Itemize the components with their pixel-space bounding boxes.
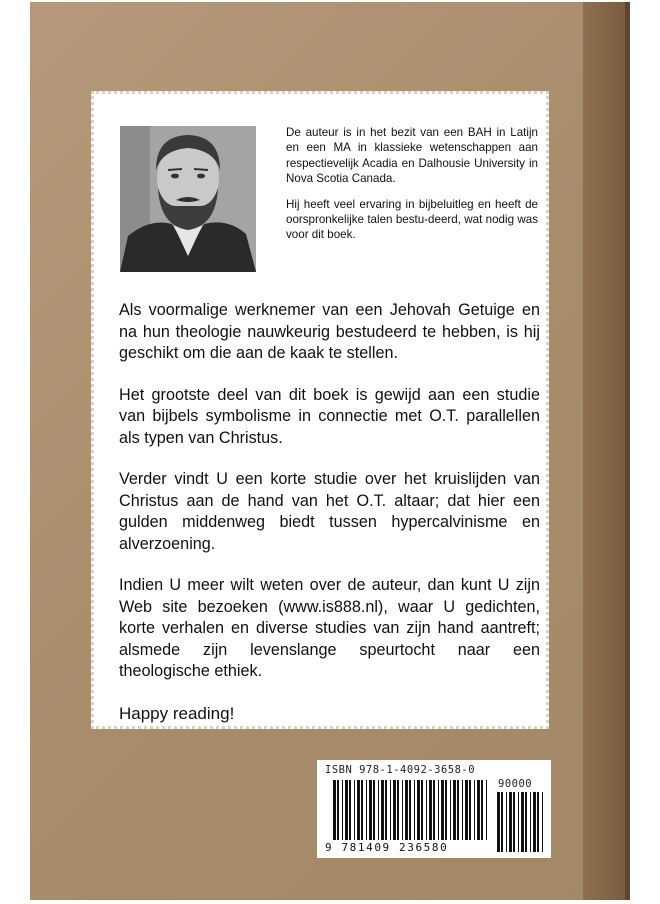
barcode-bar <box>373 780 375 840</box>
barcode-bar <box>477 780 480 840</box>
barcode-bar <box>417 780 420 840</box>
barcode-bar <box>518 792 519 852</box>
barcode-bar <box>402 780 403 840</box>
barcode-bar <box>369 780 372 840</box>
author-bio-paragraph: Hij heeft veel ervaring in bijbeluitleg en heeft de oorspronkelijke talen bestu-deerd, wat nodig was voor dit boek. <box>286 197 538 242</box>
author-photo <box>120 126 256 272</box>
barcode-bar <box>342 780 343 840</box>
book-description <box>119 300 540 744</box>
barcode-bar <box>521 792 524 852</box>
barcode-bar <box>513 792 515 852</box>
barcode-bar <box>433 780 435 840</box>
barcode-bar <box>530 792 531 852</box>
description-paragraph: Verder vindt U een korte studie over het kruislijden van Christus aan de hand van het O.T. altaar; dat hier een gulden middenweg biedt tussen hypercalvinisme en alverzoening. <box>119 470 540 553</box>
barcode-bar <box>465 780 468 840</box>
barcode-bar <box>429 780 432 840</box>
barcode-bar <box>390 780 391 840</box>
ean-digits: 9 781409 236580 <box>325 841 449 854</box>
isbn-label: ISBN 978-1-4092-3658-0 <box>325 764 476 776</box>
barcode-bar <box>349 780 351 840</box>
barcode-bar <box>405 780 408 840</box>
barcode-bar <box>537 792 539 852</box>
barcode-bar <box>357 780 360 840</box>
barcode-bar <box>533 792 536 852</box>
barcode-bar <box>378 780 379 840</box>
barcode-bar <box>333 780 336 840</box>
author-bio <box>286 125 538 253</box>
barcode-bar <box>421 780 423 840</box>
barcode-bar <box>409 780 411 840</box>
barcode-bar <box>462 780 463 840</box>
barcode-bar <box>361 780 363 840</box>
barcode-bar <box>366 780 367 840</box>
barcode-bar <box>426 780 427 840</box>
barcode-bar <box>506 792 507 852</box>
description-paragraph: Indien U meer wilt weten over de auteur, dan kunt U zijn Web site bezoeken (www.is888.nl), waar U gedichten, korte verhalen en diverse studies van zijn hand aantreft; alsmede zijn levenslange speurtocht naar een theologische ethiek. <box>119 576 540 680</box>
barcode-bar <box>354 780 355 840</box>
barcode-bar <box>457 780 459 840</box>
barcode-bar <box>481 780 483 840</box>
author-bio-paragraph: De auteur is in het bezit van een BAH in Latijn en een MA in klassieke wetenschappen aan respectievelijk Acadia en Dalhousie University in Nova Scotia Canada. <box>286 126 538 186</box>
description-paragraph: Als voormalige werknemer van een Jehovah Getuige en na hun theologie nauwkeurig bestudeerd te hebben, is hij geschikt om die aan de kaak te stellen. <box>119 301 540 362</box>
book-spine <box>583 2 625 900</box>
barcode-bar <box>497 792 500 852</box>
barcode-bar <box>525 792 527 852</box>
barcode-bar <box>453 780 456 840</box>
barcode-bar <box>509 792 512 852</box>
barcode-bar <box>474 780 475 840</box>
barcode-bar <box>441 780 444 840</box>
barcode-bar <box>381 780 384 840</box>
barcode-bar <box>438 780 439 840</box>
spine-edge <box>625 2 630 900</box>
barcode-bar <box>486 780 487 840</box>
description-paragraph: Het grootste deel van dit boek is gewijd aan een studie van bijbels symbolisme in connectie met O.T. parallellen als typen van Christus. <box>119 385 540 447</box>
barcode-bar <box>337 780 339 840</box>
barcode-bar <box>469 780 471 840</box>
barcode-bar <box>393 780 396 840</box>
barcode-bar <box>450 780 451 840</box>
price-addon-digits: 90000 <box>498 778 533 790</box>
barcode-bar <box>445 780 447 840</box>
barcode-bar <box>542 792 543 852</box>
barcode-bar <box>414 780 415 840</box>
isbn-barcode <box>317 760 551 858</box>
barcode-bar <box>397 780 399 840</box>
barcode-bar <box>385 780 387 840</box>
barcode-bar <box>345 780 348 840</box>
closing-line: Happy reading! <box>119 703 235 723</box>
barcode-bar <box>501 792 503 852</box>
